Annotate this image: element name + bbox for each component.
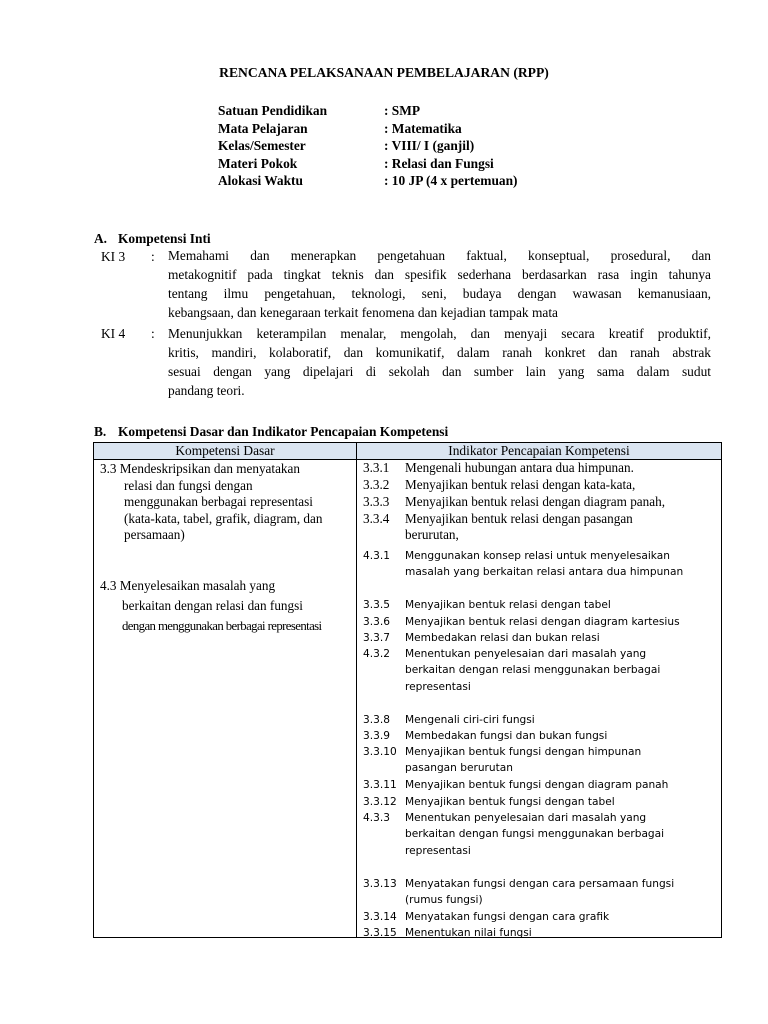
- ipk-item: [363, 712, 535, 728]
- ipk-text: Menyajikan bentuk relasi dengan kata-kata,: [405, 477, 636, 492]
- ki4-colon: :: [151, 326, 155, 341]
- kd-line: dengan menggunakan berbagai representasi: [122, 619, 322, 633]
- ipk-text: Menyajikan bentuk relasi dengan diagram panah,: [405, 494, 665, 509]
- ipk-number: 3.3.13: [363, 878, 397, 890]
- ipk-continuation: representasi: [405, 844, 471, 857]
- ipk-item: [363, 810, 664, 859]
- section-title: Kompetensi Inti: [118, 231, 211, 246]
- kd-4-3: [100, 576, 356, 636]
- ipk-text: Menyajikan bentuk fungsi dengan tabel: [405, 796, 615, 808]
- ipk-number: 4.3.2: [363, 648, 390, 660]
- ipk-item: [363, 614, 680, 630]
- ipk-text: Membedakan relasi dan bukan relasi: [405, 632, 600, 644]
- ipk-item: [363, 548, 683, 581]
- ipk-number: 3.3.10: [363, 746, 397, 758]
- kd-line: 4.3 Menyelesaikan masalah yang: [100, 578, 276, 593]
- identity-label: Mata Pelajaran: [218, 121, 308, 136]
- ipk-text: Menentukan nilai fungsi: [405, 927, 532, 939]
- ipk-text: Mengenali hubungan antara dua himpunan.: [405, 460, 634, 475]
- ki-line: tentang ilmu pengetahuan, teknologi, seni, budaya dengan wawasan kemanusiaan,: [168, 286, 711, 301]
- section-letter: A.: [94, 231, 108, 246]
- ipk-number: 3.3.2: [363, 477, 390, 492]
- kd-cell: [94, 460, 357, 938]
- identity-label: Alokasi Waktu: [218, 173, 303, 188]
- ipk-number: 3.3.1: [363, 460, 390, 475]
- ipk-item: [363, 511, 633, 544]
- ipk-item: [363, 909, 609, 925]
- header-indikator: Indikator Pencapaian Kompetensi: [357, 443, 722, 460]
- ipk-continuation: pasangan berurutan: [405, 762, 513, 775]
- ipk-number: 3.3.4: [363, 511, 390, 526]
- ipk-item: [363, 794, 615, 810]
- ipk-text: Menentukan penyelesaian dari masalah yang: [405, 812, 647, 824]
- ipk-number: 4.3.3: [363, 812, 390, 824]
- ipk-number: 3.3.9: [363, 730, 390, 742]
- ipk-item: [363, 925, 532, 941]
- section-b-heading: [94, 423, 448, 440]
- ki4-text: [168, 324, 711, 400]
- identity-label: Satuan Pendidikan: [218, 103, 328, 118]
- ipk-continuation: representasi: [405, 680, 471, 693]
- ki4-code: KI 4: [101, 326, 126, 341]
- identity-row-alokasi: [218, 172, 518, 189]
- ipk-text: Menentukan penyelesaian dari masalah yang: [405, 648, 647, 660]
- ipk-number: 3.3.14: [363, 911, 397, 923]
- ipk-number: 4.3.1: [363, 550, 390, 562]
- document-title: RENCANA PELAKSANAAN PEMBELAJARAN (RPP): [219, 65, 549, 80]
- ki3-text: [168, 246, 711, 322]
- ipk-continuation: berkaitan dengan fungsi menggunakan berbagai: [405, 828, 665, 841]
- ipk-number: 3.3.8: [363, 714, 390, 726]
- identity-row-mapel: [218, 120, 462, 137]
- kd-ipk-table: [93, 442, 722, 938]
- ipk-item: [363, 460, 634, 476]
- header-kompetensi-dasar: Kompetensi Dasar: [94, 443, 357, 460]
- ipk-cell: [357, 460, 722, 938]
- identity-value: : Matematika: [384, 121, 462, 136]
- identity-value: : VIII/ I (ganjil): [384, 138, 475, 153]
- ipk-number: 3.3.5: [363, 599, 390, 611]
- ipk-number: 3.3.11: [363, 779, 397, 791]
- section-a-heading: [94, 230, 211, 247]
- ipk-item: [363, 744, 641, 777]
- ki-line: kritis, mandiri, kolaboratif, dan komunikatif, dalam ranah konkret dan ranah abstrak: [168, 345, 711, 360]
- identity-value: : 10 JP (4 x pertemuan): [384, 173, 518, 188]
- ipk-item: [363, 630, 600, 646]
- ipk-number: 3.3.12: [363, 796, 397, 808]
- ipk-continuation: berurutan,: [405, 527, 459, 543]
- ipk-text: Menggunakan konsep relasi untuk menyelesaikan: [405, 550, 670, 562]
- ipk-number: 3.3.7: [363, 632, 390, 644]
- ipk-text: Menyajikan bentuk relasi dengan tabel: [405, 599, 611, 611]
- table-row: [94, 460, 722, 938]
- ipk-text: Menyajikan bentuk fungsi dengan diagram panah: [405, 779, 669, 791]
- kd-line: (kata-kata, tabel, grafik, diagram, dan: [124, 510, 323, 526]
- ipk-item: [363, 597, 611, 613]
- ki3-code: KI 3: [101, 249, 126, 264]
- ipk-text: Menyajikan bentuk fungsi dengan himpunan: [405, 746, 642, 758]
- ki-line: pandang teori.: [168, 383, 245, 398]
- ipk-item: [363, 777, 668, 793]
- section-title: Kompetensi Dasar dan Indikator Pencapaian Kompetensi: [118, 424, 449, 439]
- identity-row-materi: [218, 155, 494, 172]
- ipk-item: [363, 646, 660, 695]
- kd-line: menggunakan berbagai representasi: [124, 494, 313, 509]
- ipk-number: 3.3.6: [363, 616, 390, 628]
- identity-label: Kelas/Semester: [218, 138, 306, 153]
- identity-value: : SMP: [384, 103, 421, 118]
- ipk-number: 3.3.15: [363, 927, 397, 939]
- ipk-text: Menyatakan fungsi dengan cara grafik: [405, 911, 610, 923]
- ki-line: sesuai dengan yang dipelajari di sekolah dan sumber lain yang sama dalam sudut: [168, 364, 711, 379]
- ipk-item: [363, 728, 607, 744]
- kd-line: relasi dan fungsi dengan: [124, 477, 253, 493]
- ipk-item: [363, 876, 674, 909]
- ki-line: Menunjukkan keterampilan menalar, mengolah, dan menyaji secara kreatif produktif,: [168, 326, 711, 341]
- ki3-colon: :: [151, 249, 155, 264]
- ki-line: metakognitif pada tingkat teknis dan spesifik sederhana berdasarkan rasa ingin tahunya: [168, 267, 711, 282]
- section-letter: B.: [94, 424, 107, 439]
- identity-row-satuan: [218, 102, 420, 119]
- ipk-text: Menyajikan bentuk relasi dengan diagram kartesius: [405, 616, 680, 628]
- ipk-text: Membedakan fungsi dan bukan fungsi: [405, 730, 608, 742]
- kd-line: 3.3 Mendeskripsikan dan menyatakan: [100, 461, 300, 476]
- ipk-continuation: (rumus fungsi): [405, 894, 483, 907]
- ipk-text: Menyajikan bentuk relasi dengan pasangan: [405, 511, 633, 526]
- kd-3-3: [100, 461, 352, 544]
- identity-row-kelas: [218, 137, 474, 154]
- kd-line: berkaitan dengan relasi dan fungsi: [122, 598, 303, 613]
- ipk-text: Mengenali ciri-ciri fungsi: [405, 714, 535, 726]
- ki-line: kebangsaan, dan kenegaraan terkait fenomena dan kejadian tampak mata: [168, 305, 559, 320]
- table-header-row: [94, 443, 722, 460]
- identity-label: Materi Pokok: [218, 156, 298, 171]
- kd-line: persamaan): [124, 527, 185, 542]
- ipk-text: Menyatakan fungsi dengan cara persamaan fungsi: [405, 878, 675, 890]
- ipk-continuation: masalah yang berkaitan relasi antara dua himpunan: [405, 566, 684, 579]
- ipk-item: [363, 477, 635, 493]
- ipk-continuation: berkaitan dengan relasi menggunakan berbagai: [405, 664, 661, 677]
- ipk-number: 3.3.3: [363, 494, 390, 509]
- ki-line: Memahami dan menerapkan pengetahuan faktual, konseptual, prosedural, dan: [168, 248, 711, 263]
- ipk-item: [363, 494, 665, 510]
- identity-value: : Relasi dan Fungsi: [384, 156, 494, 171]
